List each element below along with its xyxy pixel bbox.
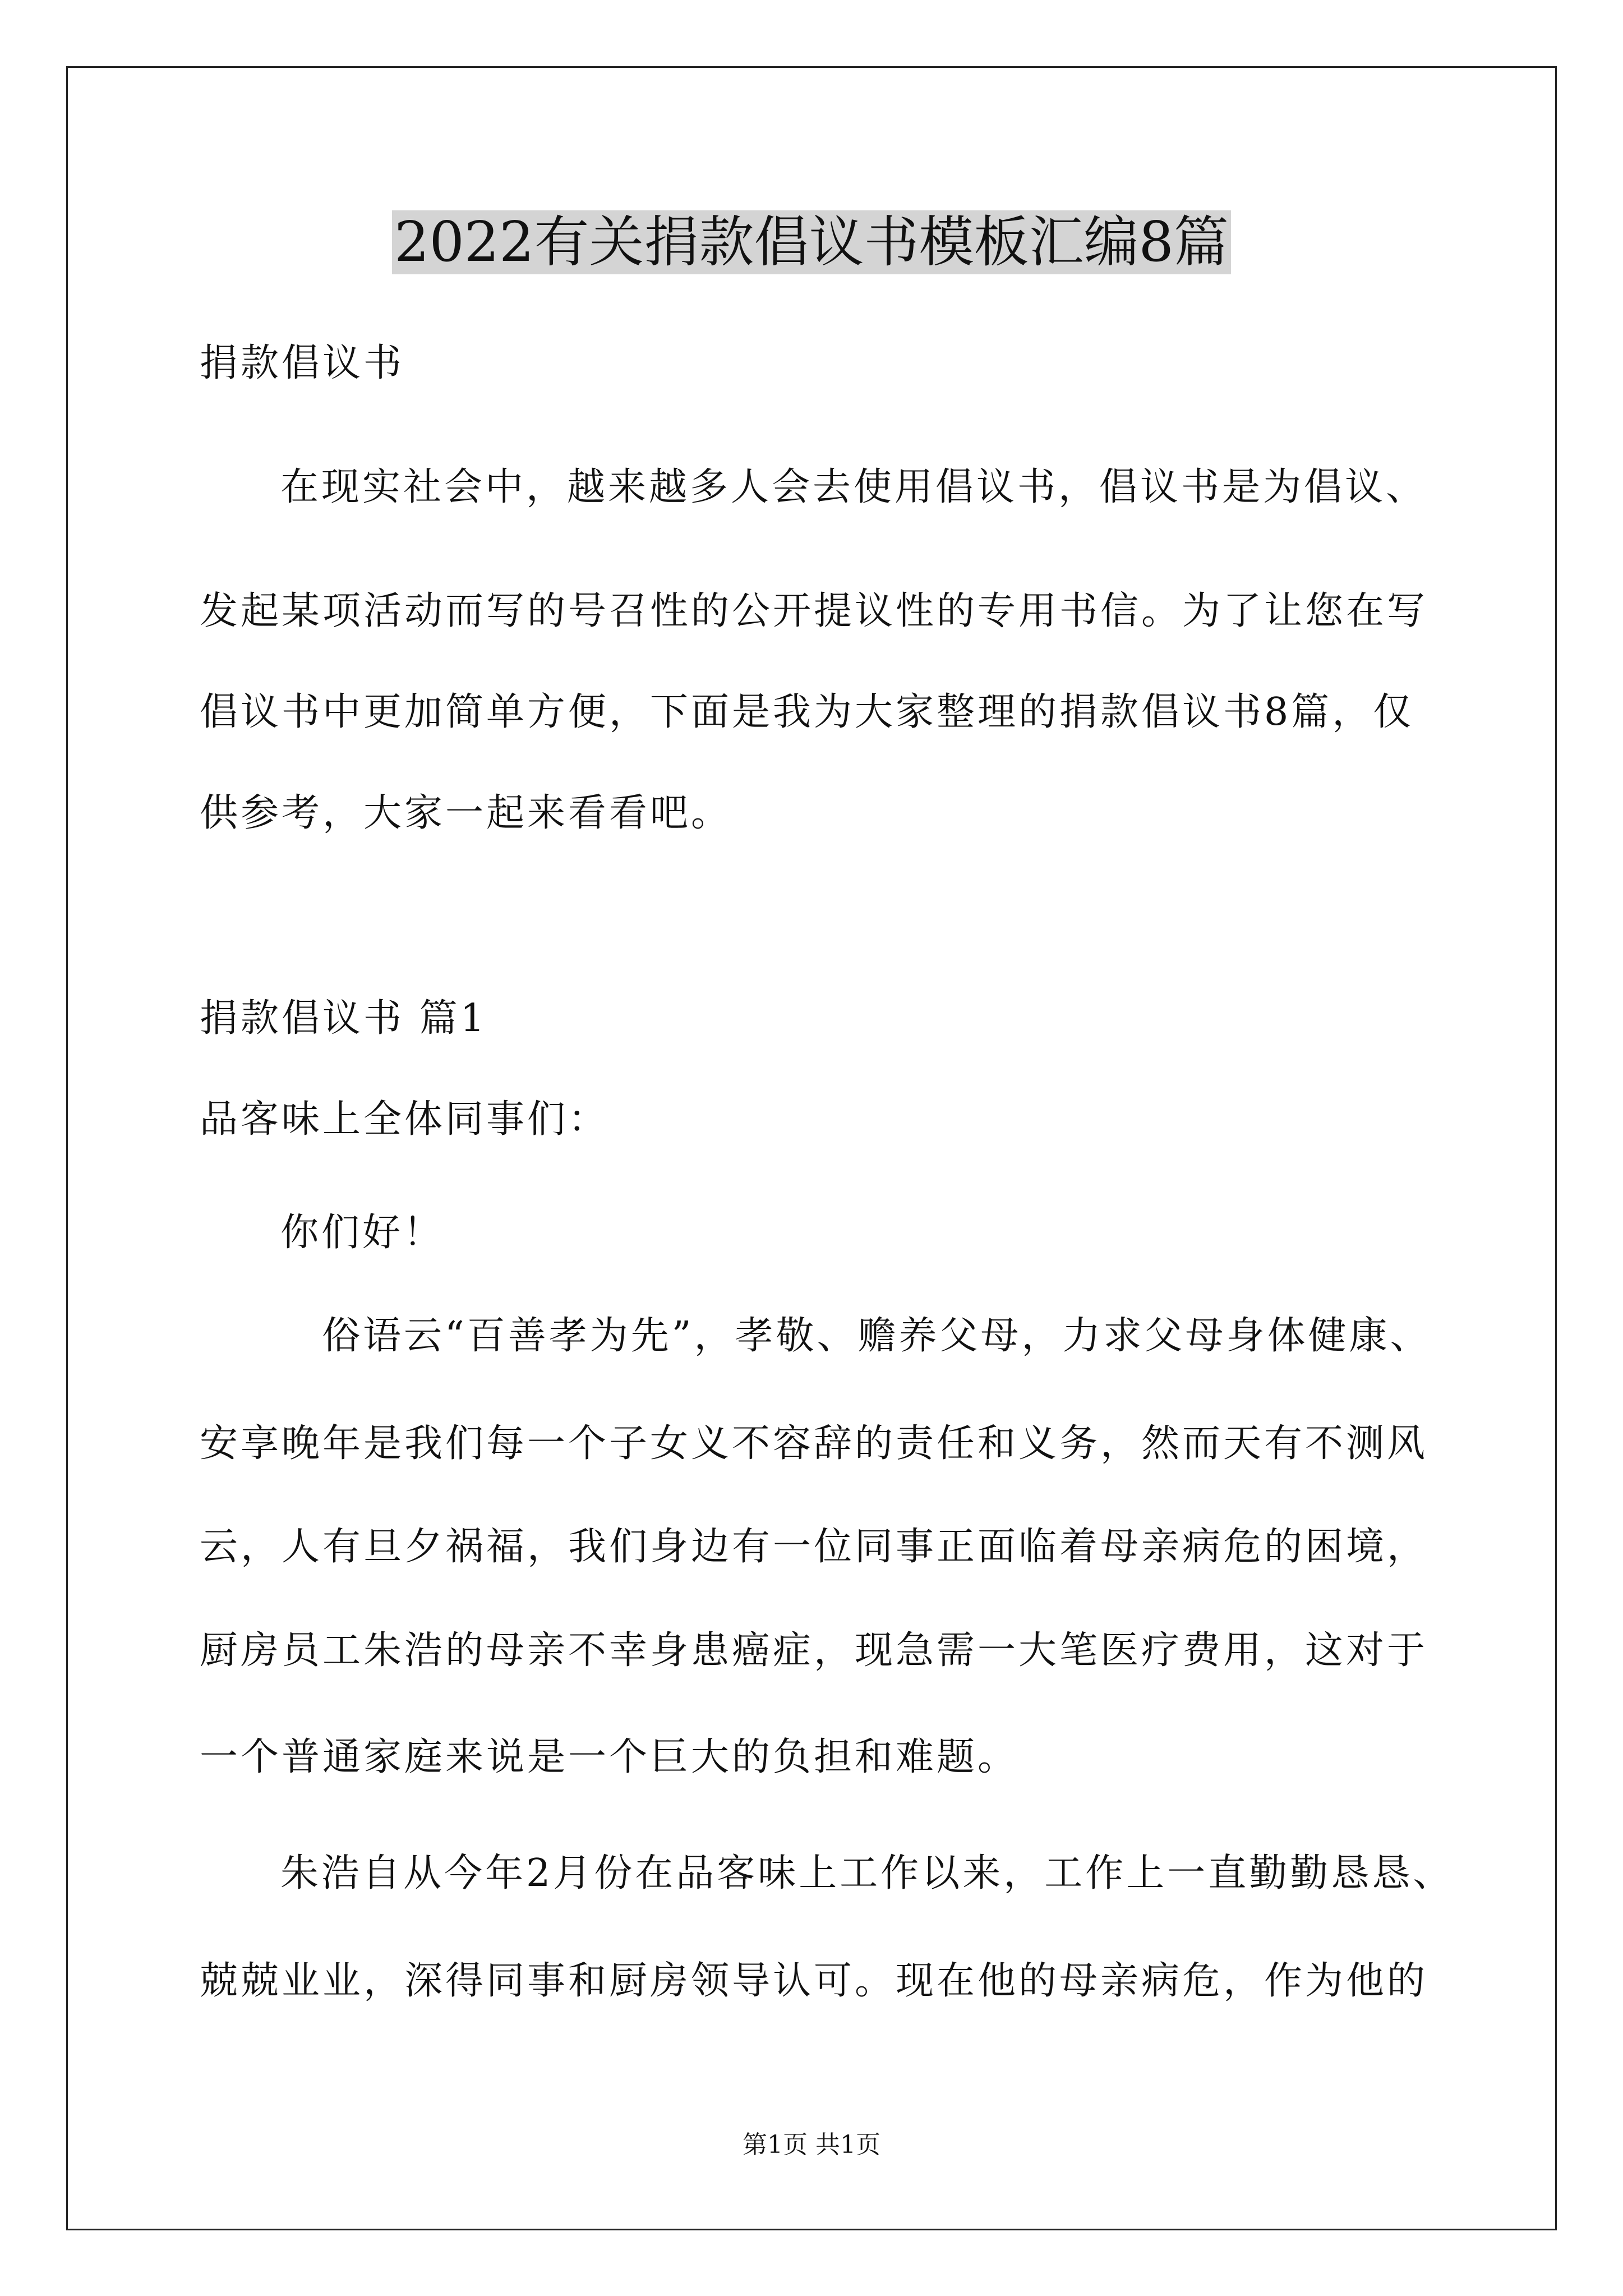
document-title-text: 2022有关捐款倡议书模板汇编8篇 xyxy=(392,210,1231,274)
paragraph-line: 在现实社会中，越来越多人会去使用倡议书，倡议书是为倡议、 xyxy=(280,465,1427,509)
paragraph-line: 厨房员工朱浩的母亲不幸身患癌症，现急需一大笔医疗费用，这对于 xyxy=(200,1628,1428,1673)
paragraph-line: 兢兢业业，深得同事和厨房领导认可。现在他的母亲病危，作为他的 xyxy=(200,1959,1428,2003)
paragraph-line: 朱浩自从今年2月份在品客味上工作以来，工作上一直勤勤恳恳、 xyxy=(280,1851,1454,1895)
section-heading: 捐款倡议书 xyxy=(200,341,405,385)
paragraph-line: 发起某项活动而写的号召性的公开提议性的专用书信。为了让您在写 xyxy=(200,589,1428,633)
paragraph-line: 倡议书中更加简单方便，下面是我为大家整理的捐款倡议书8篇，仅 xyxy=(200,690,1414,734)
paragraph-line: 云，人有旦夕祸福，我们身边有一位同事正面临着母亲病危的困境， xyxy=(200,1525,1428,1569)
section-heading: 捐款倡议书 篇1 xyxy=(200,996,487,1041)
paragraph-line: 安享晚年是我们每一个子女义不容辞的责任和义务，然而天有不测风 xyxy=(200,1421,1428,1466)
greeting: 你们好！ xyxy=(280,1211,445,1255)
salutation: 品客味上全体同事们： xyxy=(200,1097,610,1142)
page-border xyxy=(66,66,1557,2230)
document-title xyxy=(0,203,1623,282)
paragraph-line: 俗语云“百善孝为先”，孝敬、赡养父母，力求父母身体健康、 xyxy=(322,1314,1431,1358)
paragraph-line: 供参考，大家一起来看看吧。 xyxy=(200,791,732,835)
paragraph-line: 一个普通家庭来说是一个巨大的负担和难题。 xyxy=(200,1735,1019,1779)
page-footer: 第1页 共1页 xyxy=(743,2131,880,2159)
